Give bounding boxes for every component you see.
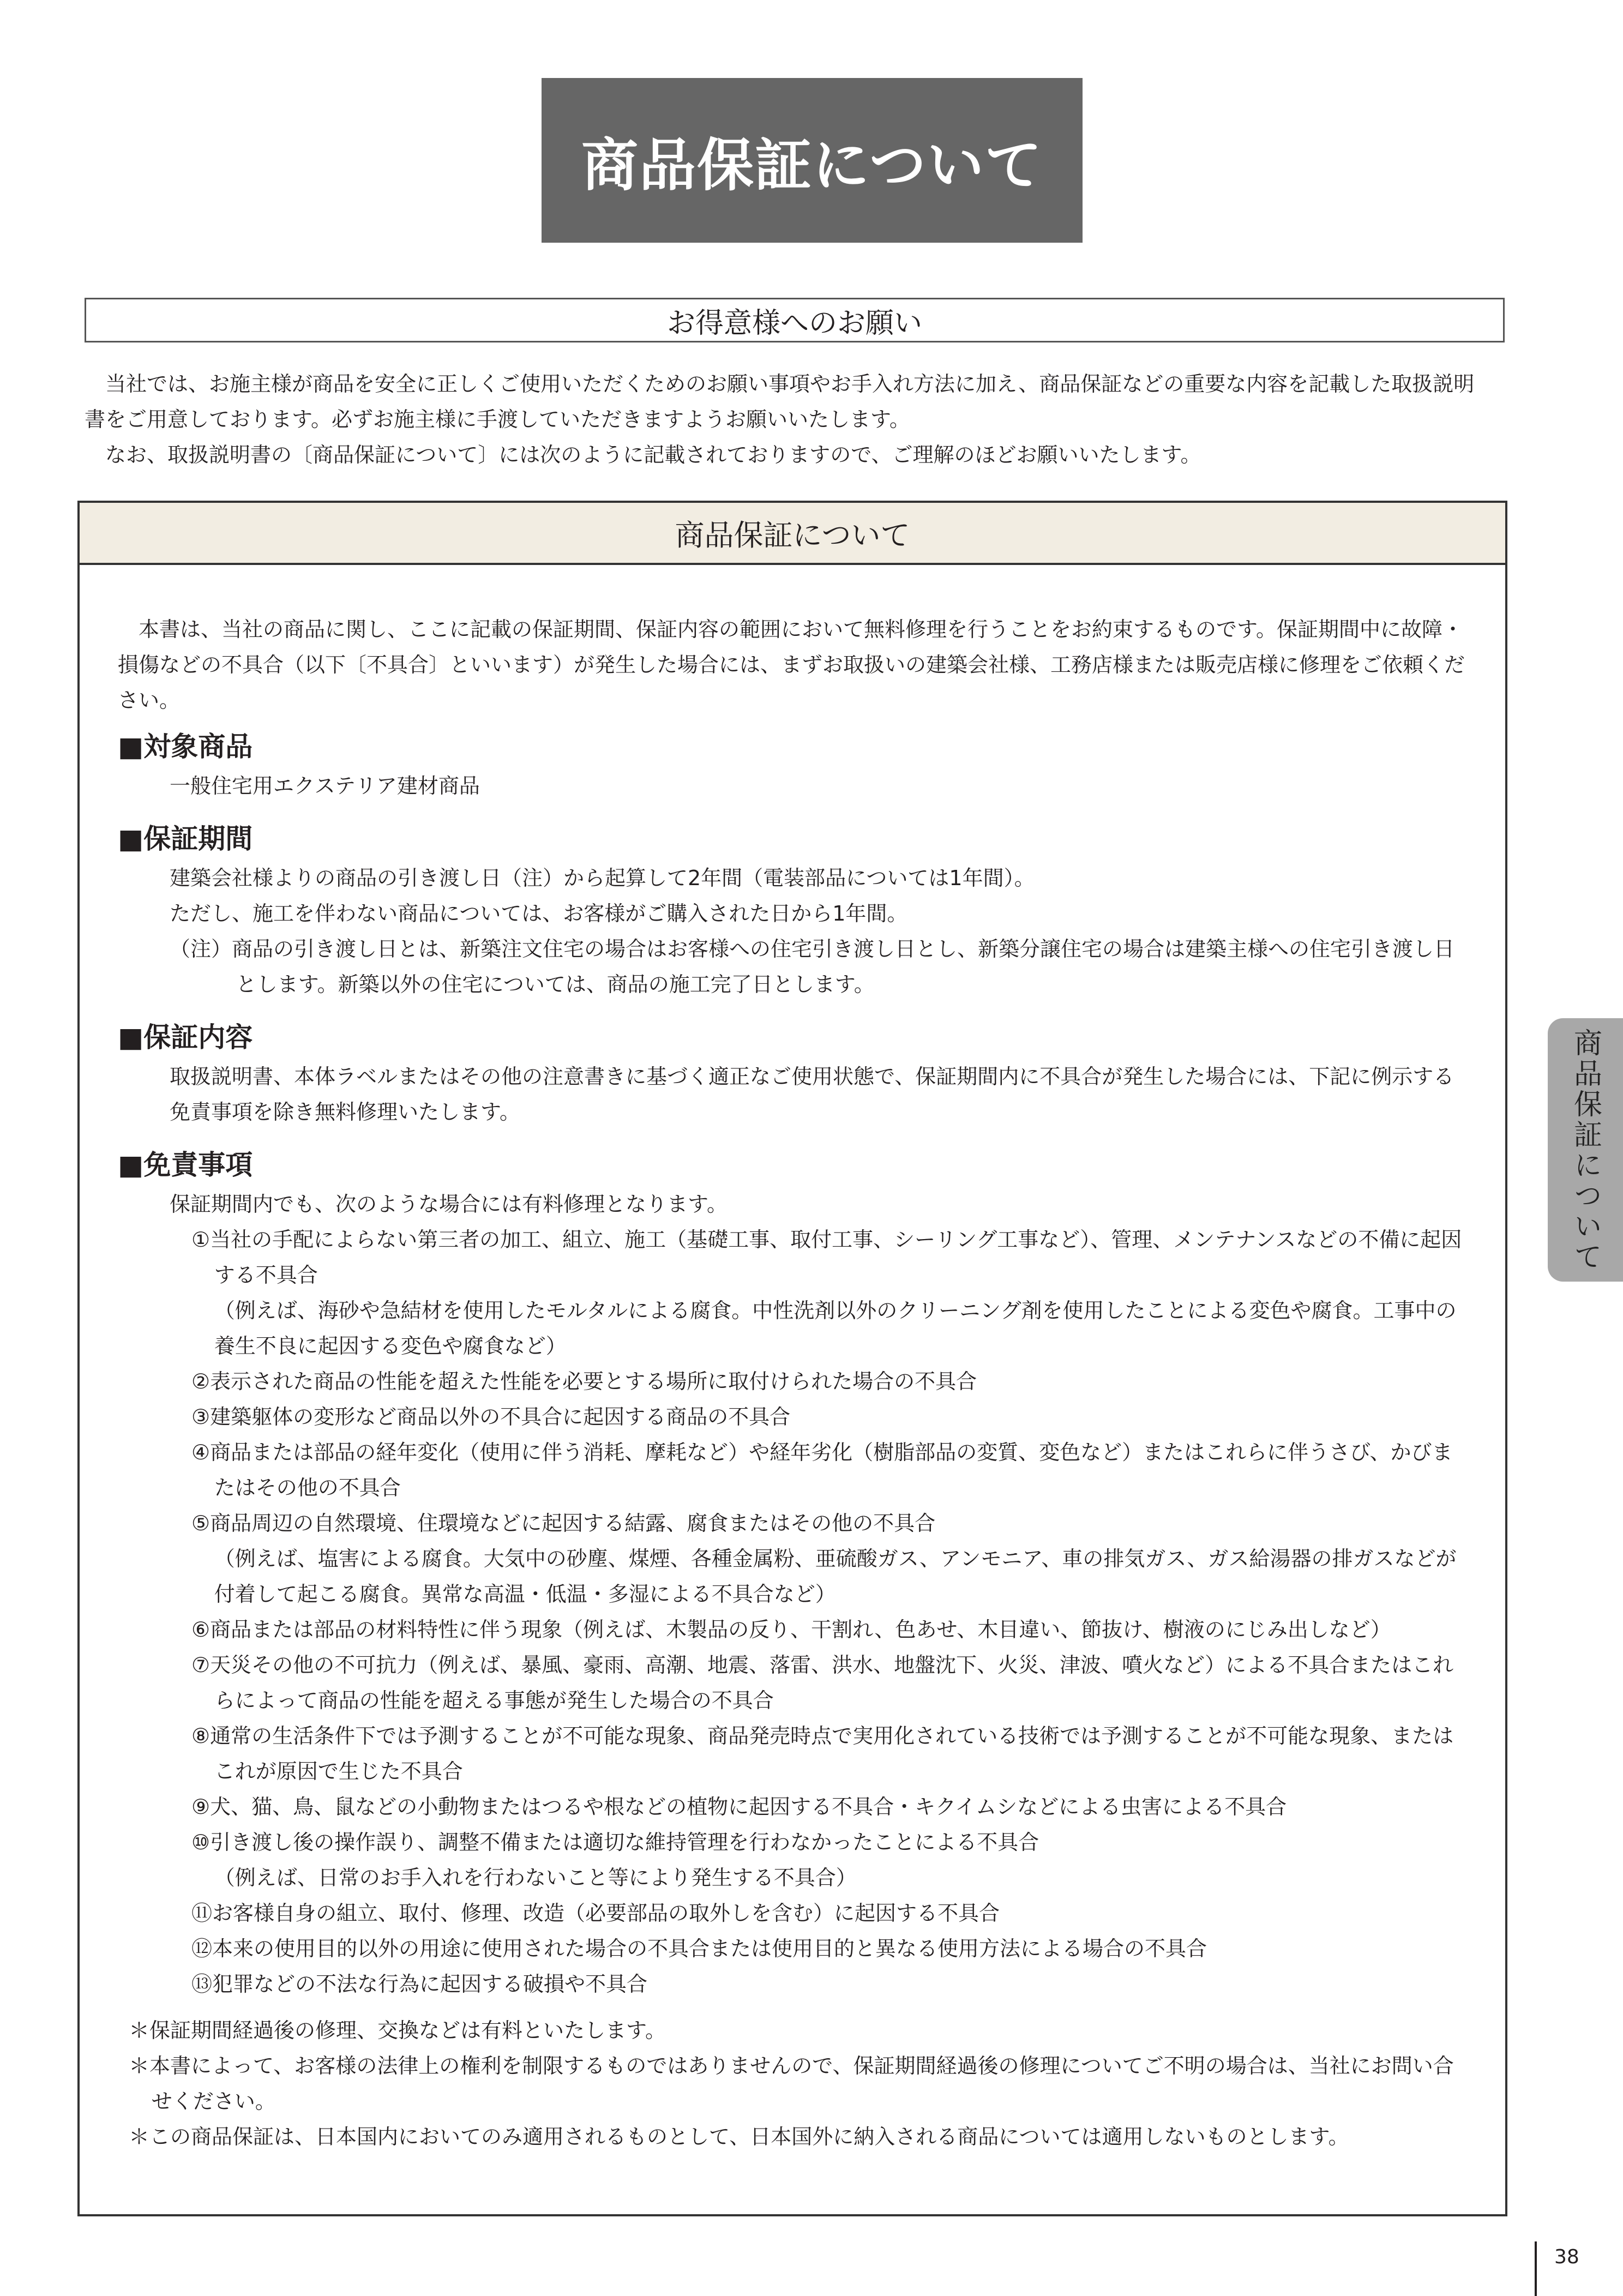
warranty-intro: 本書は、当社の商品に関し、ここに記載の保証期間、保証内容の範囲において無料修理を行うことをお約束するものです。保証期間中に故障・損傷などの不具合（以下〔不具合〕といいます）が発生した場合には、まずお取扱いの建築会社様、工務店様または販売店様に修理をご依頼ください。	[118, 617, 1465, 712]
period-line: ただし、施工を伴わない商品については、お客様がご購入された日から1年間。	[170, 901, 908, 925]
exemption-item: ⑦天災その他の不可抗力（例えば、暴風、豪雨、高潮、地震、落雷、洪水、地盤沈下、火災、津波、噴火など）による不具合またはこれらによって商品の性能を超える事態が発生した場合の不具合	[191, 1653, 1454, 1712]
request-paragraph: なお、取扱説明書の〔商品保証について〕には次のように記載されておりますので、ご理解のほどお願いいたします。	[105, 443, 1201, 467]
page-number: 38	[1554, 2246, 1579, 2268]
page-number-rule	[1535, 2241, 1537, 2296]
exemption-item: ⑩引き渡し後の操作誤り、調整不備または適切な維持管理を行わなかったことによる不具合	[191, 1830, 1039, 1854]
section-title-content: ■保証内容	[118, 1021, 253, 1053]
exemption-item: ①当社の手配によらない第三者の加工、組立、施工（基礎工事、取付工事、シーリング工事など）、管理、メンテナンスなどの不備に起因する不具合	[191, 1228, 1462, 1287]
exemptions-lead: 保証期間内でも、次のような場合には有料修理となります。	[170, 1192, 728, 1216]
request-body	[85, 366, 1481, 473]
exemption-item: ⑤商品周辺の自然環境、住環境などに起因する結露、腐食またはその他の不具合	[191, 1511, 936, 1535]
target-text: 一般住宅用エクステリア建材商品	[170, 774, 480, 798]
period-note: （注）商品の引き渡し日とは、新築注文住宅の場合はお客様への住宅引き渡し日とし、新築分譲住宅の場合は建築主様への住宅引き渡し日とします。新築以外の住宅については、商品の施工完了日とします。	[170, 937, 1455, 996]
exemption-item: ②表示された商品の性能を超えた性能を必要とする場所に取付けられた場合の不具合	[191, 1369, 977, 1393]
exemption-example: （例えば、海砂や急結材を使用したモルタルによる腐食。中性洗剤以外のクリーニング剤を使用したことによる変色や腐食。工事中の養生不良に起因する変色や腐食など）	[214, 1299, 1457, 1358]
side-index-tab	[1548, 1018, 1623, 1282]
request-paragraph: 当社では、お施主様が商品を安全に正しくご使用いただくためのお願い事項やお手入れ方法に加え、商品保証などの重要な内容を記載した取扱説明書をご用意しております。必ずお施主様に手渡していただきますようお願いいたします。	[85, 372, 1475, 431]
warranty-heading: 商品保証について	[80, 503, 1505, 565]
warranty-box	[77, 501, 1507, 2216]
footnote: ＊この商品保証は、日本国内においてのみ適用されるものとして、日本国外に納入される商品については適用しないものとします。	[129, 2125, 1349, 2149]
footnotes	[118, 2013, 1465, 2155]
exemption-item: ⑬犯罪などの不法な行為に起因する破損や不具合	[191, 1972, 648, 1996]
exemption-item: ④商品または部品の経年変化（使用に伴う消耗、摩耗など）や経年劣化（樹脂部品の変質、変色など）またはこれらに伴うさび、かびまたはその他の不具合	[191, 1440, 1453, 1500]
exemption-item: ⑨犬、猫、鳥、鼠などの小動物またはつるや根などの植物に起因する不具合・キクイムシなどによる虫害による不具合	[191, 1795, 1287, 1819]
period-line: 建築会社様よりの商品の引き渡し日（注）から起算して2年間（電装部品については1年間）。	[170, 866, 1035, 890]
exemption-item: ⑫本来の使用目的以外の用途に使用された場合の不具合または使用目的と異なる使用方法による場合の不具合	[191, 1937, 1207, 1961]
exemption-item: ⑧通常の生活条件下では予測することが不可能な現象、商品発売時点で実用化されている技術では予測することが不可能な現象、またはこれが原因で生じた不具合	[191, 1724, 1454, 1783]
section-title-period: ■保証期間	[118, 823, 253, 855]
warranty-content	[118, 612, 1465, 2155]
section-title-exemptions: ■免責事項	[118, 1149, 253, 1181]
section-title-target: ■対象商品	[118, 731, 253, 762]
footnote: ＊保証期間経過後の修理、交換などは有料といたします。	[129, 2018, 666, 2042]
exemption-item: ⑪お客様自身の組立、取付、修理、改造（必要部品の取外しを含む）に起因する不具合	[191, 1901, 1000, 1925]
exemption-item: ③建築躯体の変形など商品以外の不具合に起因する商品の不具合	[191, 1405, 791, 1429]
exemption-example: （例えば、日常のお手入れを行わないこと等により発生する不具合）	[214, 1866, 857, 1890]
page-title: 商品保証について	[542, 78, 1083, 243]
exemption-item: ⑥商品または部品の材料特性に伴う現象（例えば、木製品の反り、干割れ、色あせ、木目違い、節抜け、樹液のにじみ出しなど）	[191, 1618, 1391, 1642]
footnote: ＊本書によって、お客様の法律上の権利を制限するものではありませんので、保証期間経過後の修理についてご不明の場合は、当社にお問い合せください。	[129, 2054, 1454, 2113]
request-heading: お得意様へのお願い	[85, 298, 1505, 342]
exemption-example: （例えば、塩害による腐食。大気中の砂塵、煤煙、各種金属粉、亜硫酸ガス、アンモニア、車の排気ガス、ガス給湯器の排ガスなどが付着して起こる腐食。異常な高温・低温・多湿による不具合など）	[214, 1547, 1457, 1606]
side-tab-label: 商品保証について	[1568, 1027, 1602, 1272]
content-text: 取扱説明書、本体ラベルまたはその他の注意書きに基づく適正なご使用状態で、保証期間内に不具合が発生した場合には、下記に例示する免責事項を除き無料修理いたします。	[170, 1065, 1454, 1124]
